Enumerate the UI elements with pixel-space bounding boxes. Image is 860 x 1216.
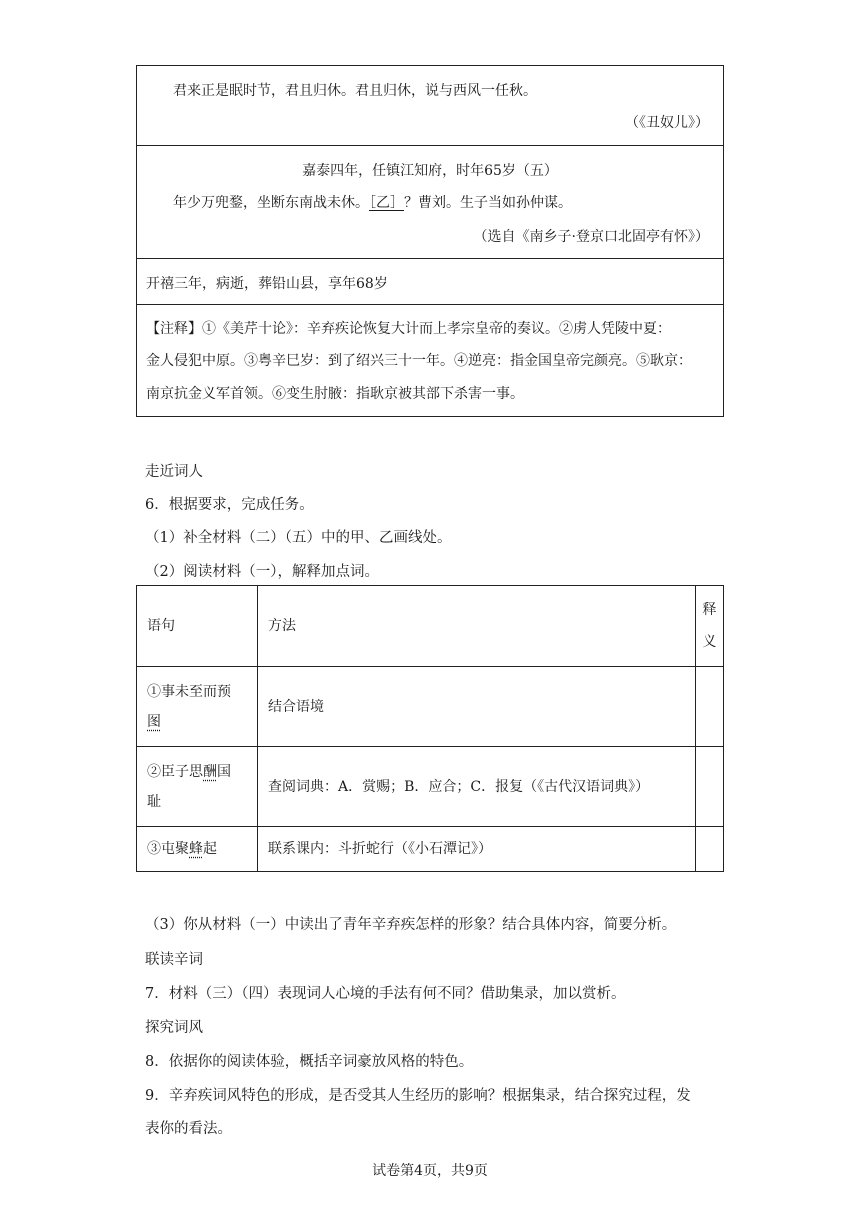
poem-source: （《丑奴儿》） <box>625 115 709 131</box>
section-title: 联读辛词 <box>145 952 203 968</box>
header-meaning-a: 释 <box>702 602 717 618</box>
row-meaning-answer[interactable] <box>696 667 724 747</box>
question-6: 6．根据要求，完成任务。 <box>145 497 314 513</box>
poem-line: 君来正是眠时节，君且归休。君且归休，说与西风一任秋。 <box>173 83 537 99</box>
poem-line <box>173 192 572 212</box>
blank-yi: ［乙］ <box>369 195 404 211</box>
life-text: 开禧三年，病逝，葬铅山县，享年68岁 <box>146 276 388 292</box>
poem-row-3 <box>136 258 724 304</box>
poem-heading: 嘉泰四年，任镇江知府，时年65岁（五） <box>302 163 558 179</box>
question-6-1: （1）补全材料（二）（五）中的甲、乙画线处。 <box>145 530 452 546</box>
question-9-line-2: 表你的看法。 <box>145 1121 232 1137</box>
poem-line-before: 年少万兜鍪，坐断东南战未休。 <box>173 195 369 211</box>
row-sentence: ②臣子思酬国 耻 <box>137 747 258 827</box>
page-footer: 试卷第4页，共9页 <box>372 1163 488 1179</box>
table-header-row <box>137 586 724 667</box>
section-title: 走近词人 <box>145 464 203 480</box>
row-meaning-answer[interactable] <box>696 747 724 827</box>
row-method: 结合语境 <box>258 667 696 747</box>
notes-row <box>136 304 724 417</box>
row-meaning-answer[interactable] <box>696 827 724 872</box>
poem-source: （选自《南乡子·登京口北固亭有怀》） <box>473 229 709 245</box>
question-7: 7．材料（三）（四）表现词人心境的手法有何不同？借助集录，加以赏析。 <box>145 986 626 1002</box>
dotted-word: 图 <box>147 713 161 730</box>
row-method: 联系课内：斗折蛇行（《小石潭记》） <box>258 827 696 872</box>
row-sentence: ①事未至而预 图 <box>137 667 258 747</box>
explain-table <box>136 585 724 872</box>
row-sentence: ③屯聚蜂起 <box>137 827 258 872</box>
section-title: 探究词风 <box>145 1020 203 1036</box>
question-6-2: （2）阅读材料（一），解释加点词。 <box>145 564 379 580</box>
note-line-1: 【注释】①《美芹十论》：辛弃疾论恢复大计而上孝宗皇帝的奏议。②虏人凭陵中夏： <box>146 321 671 337</box>
question-6-3: （3）你从材料（一）中读出了青年辛弃疾怎样的形象？结合具体内容，简要分析。 <box>145 917 677 933</box>
poem-row-2 <box>136 145 724 258</box>
question-8: 8．依据你的阅读体验，概括辛词豪放风格的特色。 <box>145 1054 474 1070</box>
header-meaning <box>696 586 724 667</box>
poem-row-1 <box>136 65 724 145</box>
dotted-word: 蜂 <box>189 841 203 857</box>
header-sentence: 语句 <box>137 586 258 667</box>
header-meaning-b: 义 <box>702 634 717 650</box>
row-method: 查阅词典：A．赏赐；B．应合；C．报复（《古代汉语词典》） <box>258 747 696 827</box>
table-row <box>137 667 724 747</box>
header-method: 方法 <box>258 586 696 667</box>
note-line-3: 南京抗金义军首领。⑥变生肘腋：指耿京被其部下杀害一事。 <box>146 386 524 402</box>
dotted-word: 酬 <box>203 763 217 780</box>
note-line-2: 金人侵犯中原。③粤辛巳岁：到了绍兴三十一年。④逆亮：指金国皇帝完颜亮。⑤耿京： <box>146 353 692 369</box>
table-row <box>137 747 724 827</box>
poem-line-after: ？曹刘。生子当如孙仲谋。 <box>404 195 572 211</box>
question-9-line-1: 9．辛弃疾词风特色的形成，是否受其人生经历的影响？根据集录，结合探究过程，发 <box>145 1088 691 1104</box>
table-row <box>137 827 724 872</box>
